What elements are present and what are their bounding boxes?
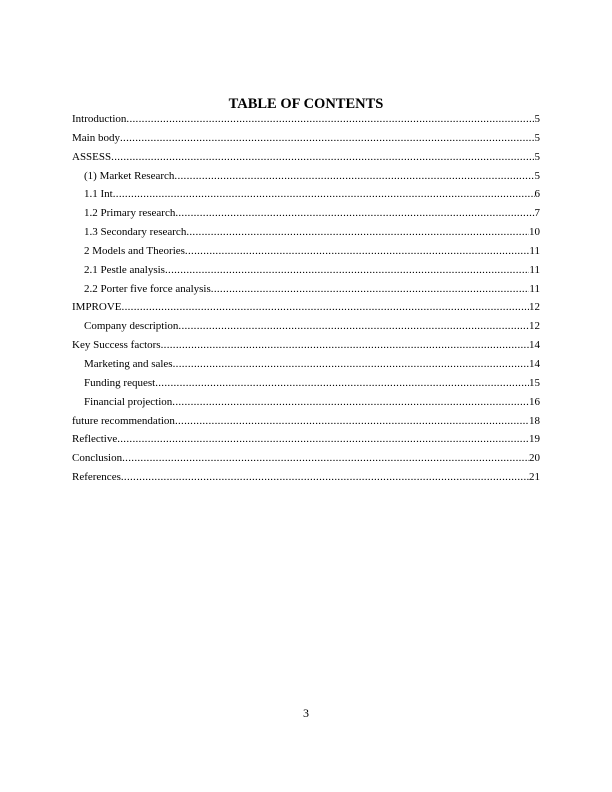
toc-entry-label: Introduction	[72, 113, 127, 125]
dot-leader	[165, 264, 529, 276]
toc-entry-page: 18	[529, 414, 540, 427]
toc-entry-label: Main body	[72, 131, 120, 144]
toc-entry-label: Marketing and sales	[84, 357, 173, 370]
toc-entry[interactable]	[72, 264, 540, 283]
toc-entry-page: 11	[529, 263, 540, 276]
toc-entry-label: 1.2 Primary research	[84, 207, 176, 220]
toc-entry-page: 21	[529, 471, 540, 484]
toc-entry-page: 7	[534, 207, 540, 220]
toc-entry-label: 2.2 Porter five force analysis	[84, 282, 211, 295]
toc-entry-page: 5	[534, 150, 540, 163]
toc-entry-page: 5	[534, 113, 540, 125]
toc-entry-page: 5	[534, 131, 540, 144]
dot-leader	[186, 226, 529, 238]
dot-leader	[122, 301, 529, 313]
dot-leader	[155, 377, 529, 389]
toc-entry-page: 15	[529, 376, 540, 389]
toc-entry[interactable]	[72, 471, 540, 490]
toc-entry-label: References	[72, 471, 121, 484]
toc-entry-label: Financial projection	[84, 395, 173, 408]
toc-entry[interactable]	[72, 339, 540, 358]
toc-entry-page: 14	[529, 357, 540, 370]
toc-entry[interactable]	[72, 396, 540, 415]
toc-entry-page: 10	[529, 226, 540, 239]
toc-entry-label: Funding request	[84, 376, 156, 389]
dot-leader	[173, 358, 529, 370]
dot-leader	[185, 245, 529, 257]
toc-entry-page: 6	[534, 188, 540, 201]
toc-entry[interactable]	[72, 132, 540, 151]
toc-entry-page: 19	[529, 433, 540, 446]
toc-entry[interactable]	[72, 320, 540, 339]
toc-entry[interactable]	[72, 283, 540, 302]
toc-entry-page: 16	[529, 395, 540, 408]
dot-leader	[175, 415, 529, 427]
toc-entry-label: 2.1 Pestle analysis	[84, 263, 165, 276]
toc-entry[interactable]	[72, 188, 540, 207]
toc-title: TABLE OF CONTENTS	[228, 96, 384, 112]
dot-leader	[117, 433, 529, 445]
dot-leader	[121, 471, 529, 483]
toc-entry[interactable]	[72, 301, 540, 320]
toc-entry-label: Conclusion	[72, 452, 123, 465]
toc-entry-label: ASSESS	[72, 150, 112, 163]
dot-leader	[120, 132, 535, 144]
dot-leader	[178, 320, 529, 332]
toc-entry[interactable]	[72, 245, 540, 264]
toc-entry[interactable]	[72, 415, 540, 434]
toc-entry[interactable]	[72, 377, 540, 396]
dot-leader	[122, 452, 529, 464]
toc-entry[interactable]	[72, 452, 540, 471]
dot-leader	[161, 339, 529, 351]
dot-leader	[174, 170, 534, 182]
toc-entry-label: IMPROVE	[72, 301, 122, 314]
dot-leader	[172, 396, 529, 408]
toc-entry-page: 20	[529, 452, 540, 465]
dot-leader	[111, 151, 534, 163]
table-of-contents	[72, 113, 540, 490]
page-number: 3	[303, 706, 309, 720]
toc-entry-label: 2 Models and Theories	[84, 244, 185, 257]
dot-leader	[175, 207, 534, 219]
toc-entry-page: 12	[529, 301, 540, 314]
toc-entry-label: (1) Market Research	[84, 169, 175, 182]
toc-entry-page: 12	[529, 320, 540, 333]
toc-entry-label: Reflective	[72, 433, 118, 446]
toc-entry[interactable]	[72, 433, 540, 452]
toc-entry-label: future recommendation	[72, 414, 175, 427]
toc-entry-label: Key Success factors	[72, 339, 161, 352]
toc-entry-page: 5	[534, 169, 540, 182]
dot-leader	[211, 283, 530, 295]
toc-entry[interactable]	[72, 113, 540, 132]
toc-entry[interactable]	[72, 207, 540, 226]
toc-entry-page: 11	[529, 282, 540, 295]
toc-entry-page: 14	[529, 339, 540, 352]
toc-entry[interactable]	[72, 170, 540, 189]
toc-entry-label: 1.3 Secondary research	[84, 226, 187, 239]
toc-entry-label: Company description	[84, 320, 179, 333]
toc-entry-label: 1.1 Int	[84, 188, 113, 201]
toc-entry[interactable]	[72, 358, 540, 377]
toc-entry-page: 11	[529, 244, 540, 257]
dot-leader	[126, 113, 534, 125]
dot-leader	[113, 188, 535, 200]
toc-entry[interactable]	[72, 151, 540, 170]
toc-entry[interactable]	[72, 226, 540, 245]
